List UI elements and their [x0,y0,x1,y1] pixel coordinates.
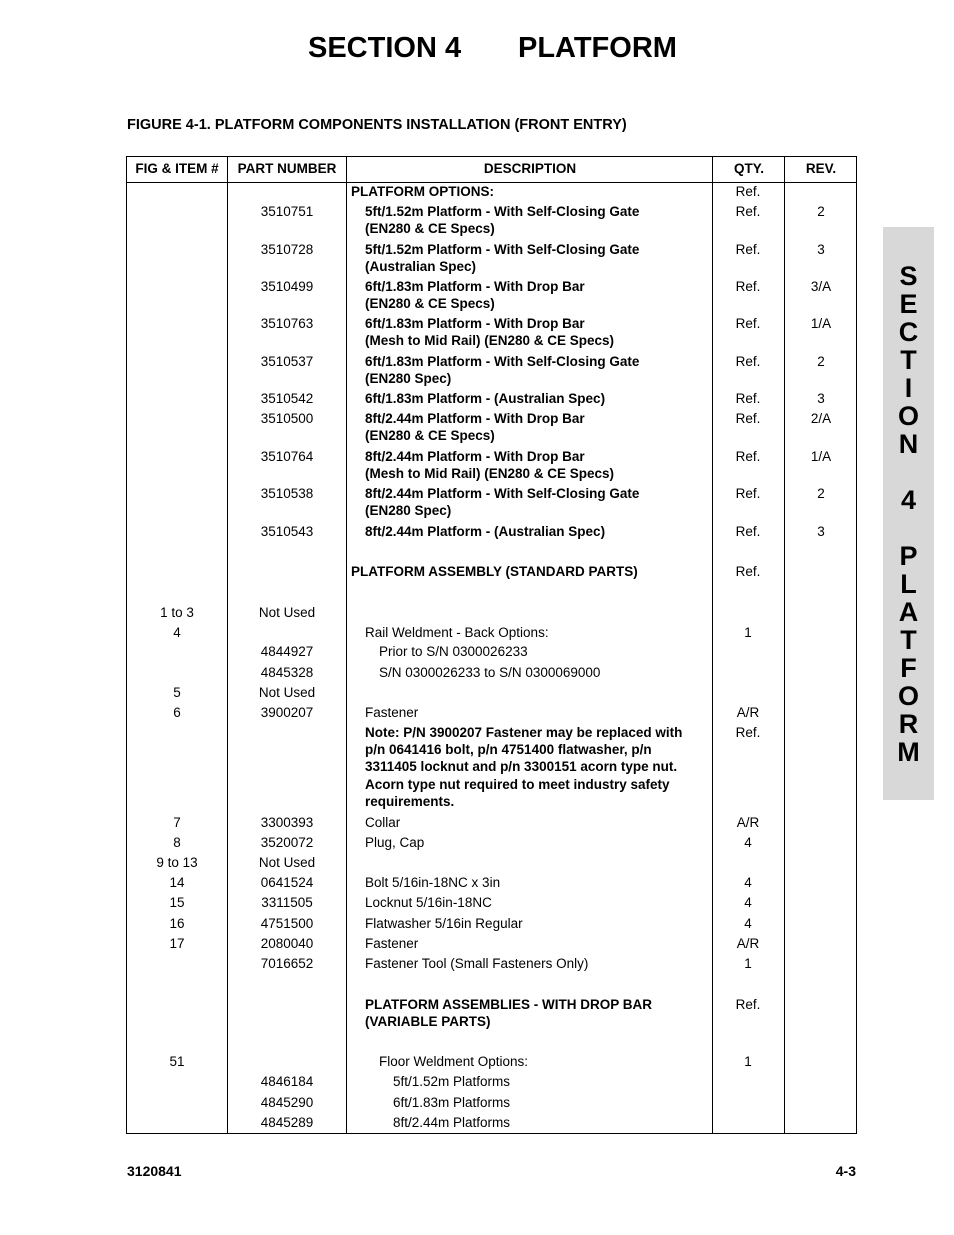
description-cell [393,1114,711,1131]
rev-cell: 1/A [810,316,832,331]
description-cell [365,241,711,275]
description-line: 6ft/1.83m Platform - With Drop Bar [365,279,585,294]
col-header-rev: REV. [805,161,837,176]
rev-cell: 3 [817,524,825,539]
side-tab-letter: A [898,597,919,627]
qty-cell: 1 [744,625,752,640]
side-tab-letter: 4 [900,485,917,515]
side-tab-letter: R [898,709,919,739]
fig-item-cell: 14 [169,875,185,890]
description-line: Prior to S/N 0300026233 [379,644,528,659]
qty-cell: Ref. [735,184,761,199]
qty-cell: Ref. [735,449,761,464]
col-header-part: PART NUMBER [237,161,337,176]
description-line: 8ft/2.44m Platforms [393,1115,511,1130]
description-line: Bolt 5/16in-18NC x 3in [365,875,501,890]
column-divider [784,157,785,1133]
description-line: Rail Weldment - Back Options: [365,625,549,640]
side-tab-letter: S [899,261,918,291]
fig-item-cell: 6 [173,705,181,720]
qty-cell: A/R [736,705,760,720]
description-cell [365,814,711,831]
description-line: (Mesh to Mid Rail) (EN280 & CE Specs) [365,333,615,349]
qty-cell: Ref. [735,564,761,579]
part-number-cell: 3311505 [261,895,313,910]
description-line: (EN280 & CE Specs) [365,296,495,312]
parts-table [126,156,857,1134]
rev-cell: 2 [817,486,825,501]
side-tab-letter: O [897,681,919,711]
col-header-qty: QTY. [733,161,764,176]
section-name: PLATFORM [518,32,677,64]
fig-item-cell: 17 [169,936,185,951]
qty-cell: Ref. [735,391,761,406]
part-number-cell: 4751500 [260,916,314,931]
part-number-cell: 3510763 [260,316,314,331]
doc-number: 3120841 [127,1163,182,1179]
qty-cell: 4 [744,895,752,910]
qty-cell: Ref. [735,411,761,426]
part-number-cell: 4845290 [260,1095,314,1110]
table-header [127,157,856,183]
part-number-cell: 4844927 [260,644,314,659]
part-number-cell: 3300393 [260,815,314,830]
part-number-cell: 3510764 [260,449,314,464]
description-cell [365,315,711,349]
description-cell [365,278,711,312]
qty-cell: 4 [744,916,752,931]
description-cell [351,183,711,200]
description-cell [365,203,711,237]
rev-cell: 2 [817,354,825,369]
rev-cell: 1/A [810,449,832,464]
description-cell [379,643,711,660]
description-line: 6ft/1.83m Platforms [393,1095,511,1110]
part-number-cell: 3900207 [260,705,314,720]
side-tab-letter: E [899,289,918,319]
description-line: 8ft/2.44m Platform - With Drop Bar [365,411,585,426]
part-number-cell: 3510500 [260,411,314,426]
description-line: PLATFORM ASSEMBLIES - WITH DROP BAR [365,997,652,1012]
qty-cell: Ref. [735,725,761,740]
side-tab-letter: C [898,317,919,347]
description-line: 3311405 locknut and p/n 3300151 acorn type nut. [365,759,678,775]
section-number: SECTION 4 [308,32,462,64]
part-number-cell: 3510499 [260,279,314,294]
qty-cell: A/R [736,936,760,951]
fig-item-cell: 1 to 3 [160,605,194,620]
description-line: S/N 0300026233 to S/N 0300069000 [379,665,601,680]
side-tab-letter: T [900,345,917,375]
part-number-cell: 4845289 [260,1115,314,1130]
description-line: 5ft/1.52m Platform - With Self-Closing Gate [365,242,640,257]
part-number-cell: 2080040 [260,936,314,951]
description-cell [379,1053,711,1070]
rev-cell: 2 [817,204,825,219]
description-line: Plug, Cap [365,835,425,850]
side-tab-letter: T [900,625,917,655]
description-line: 5ft/1.52m Platforms [393,1074,511,1089]
fig-item-cell: 5 [173,685,181,700]
part-number-cell: 3510542 [260,391,314,406]
description-cell [365,935,711,952]
part-number-cell: 4845328 [260,665,314,680]
description-line: 8ft/2.44m Platform - With Drop Bar [365,449,585,464]
side-tab-letter: M [897,737,920,767]
description-cell [365,915,711,932]
description-cell [365,724,711,810]
section-side-tab [883,227,934,800]
page-number: 4-3 [835,1163,856,1179]
part-number-cell: 7016652 [260,956,314,971]
description-line: PLATFORM ASSEMBLY (STANDARD PARTS) [351,564,638,579]
description-line: 5ft/1.52m Platform - With Self-Closing Gate [365,204,640,219]
description-cell [365,955,711,972]
part-number-cell: Not Used [258,685,316,700]
side-tab-letter: L [900,569,917,599]
description-line: 6ft/1.83m Platform - With Self-Closing Gate [365,354,640,369]
description-line: (EN280 & CE Specs) [365,221,495,237]
side-tab-letter: F [900,653,917,683]
qty-cell: A/R [736,815,760,830]
description-cell [365,834,711,851]
description-cell [393,1073,711,1090]
col-header-desc: DESCRIPTION [483,161,577,176]
fig-item-cell: 8 [173,835,181,850]
description-cell [365,874,711,891]
figure-title: FIGURE 4-1. PLATFORM COMPONENTS INSTALLATION (FRONT ENTRY) [127,117,627,133]
description-line: PLATFORM OPTIONS: [351,184,494,199]
description-line: 8ft/2.44m Platform - With Self-Closing Gate [365,486,640,501]
description-cell [365,353,711,387]
col-header-fig: FIG & ITEM # [135,161,219,176]
side-tab-letter: O [897,401,919,431]
part-number-cell: 0641524 [260,875,314,890]
description-line: 6ft/1.83m Platform - With Drop Bar [365,316,585,331]
description-cell [393,1094,711,1111]
qty-cell: Ref. [735,204,761,219]
description-line: (Australian Spec) [365,259,477,275]
fig-item-cell: 4 [173,625,181,640]
description-line: (Mesh to Mid Rail) (EN280 & CE Specs) [365,466,615,482]
qty-cell: Ref. [735,354,761,369]
qty-cell: Ref. [735,486,761,501]
side-tab-letter: I [904,373,913,403]
description-line: Acorn type nut required to meet industry safety [365,776,670,792]
description-cell [365,704,711,721]
qty-cell: Ref. [735,279,761,294]
description-cell [365,448,711,482]
description-cell [365,390,711,407]
part-number-cell: 3510538 [260,486,314,501]
side-tab-letter: N [898,429,919,459]
description-line: (EN280 Spec) [365,503,452,519]
description-line: (VARIABLE PARTS) [365,1014,491,1030]
qty-cell: Ref. [735,997,761,1012]
description-line: 6ft/1.83m Platform - (Australian Spec) [365,391,606,406]
description-line: requirements. [365,793,455,809]
qty-cell: Ref. [735,242,761,257]
description-line: Floor Weldment Options: [379,1054,529,1069]
description-cell [365,523,711,540]
part-number-cell: Not Used [258,855,316,870]
description-line: Locknut 5/16in-18NC [365,895,492,910]
fig-item-cell: 51 [169,1054,185,1069]
description-line: Flatwasher 5/16in Regular [365,916,523,931]
part-number-cell: 3510728 [260,242,314,257]
description-line: (EN280 & CE Specs) [365,428,495,444]
part-number-cell: 3510543 [260,524,314,539]
part-number-cell: 3510537 [260,354,314,369]
description-line: Fastener [365,936,419,951]
rev-cell: 2/A [810,411,832,426]
rev-cell: 3 [817,391,825,406]
description-cell [365,996,711,1030]
part-number-cell: 3520072 [260,835,314,850]
qty-cell: 4 [744,875,752,890]
description-line: Note: P/N 3900207 Fastener may be replaced with [365,725,683,740]
description-line: Collar [365,815,401,830]
qty-cell: 1 [744,956,752,971]
description-line: p/n 0641416 bolt, p/n 4751400 flatwasher, p/n [365,742,652,758]
fig-item-cell: 15 [169,895,185,910]
rev-cell: 3 [817,242,825,257]
description-cell [365,894,711,911]
part-number-cell: 3510751 [260,204,314,219]
qty-cell: Ref. [735,316,761,331]
description-cell [379,664,711,681]
column-divider [712,157,713,1133]
description-line: 8ft/2.44m Platform - (Australian Spec) [365,524,606,539]
description-line: Fastener [365,705,419,720]
part-number-cell: Not Used [258,605,316,620]
qty-cell: Ref. [735,524,761,539]
description-line: (EN280 Spec) [365,371,452,387]
side-tab-letter: P [899,541,918,571]
fig-item-cell: 9 to 13 [156,855,198,870]
description-line: Fastener Tool (Small Fasteners Only) [365,956,589,971]
qty-cell: 4 [744,835,752,850]
fig-item-cell: 7 [173,815,181,830]
description-cell [351,563,711,580]
qty-cell: 1 [744,1054,752,1069]
description-cell [365,624,711,641]
description-cell [365,410,711,444]
description-cell [365,485,711,519]
rev-cell: 3/A [810,279,832,294]
part-number-cell: 4846184 [260,1074,314,1089]
fig-item-cell: 16 [169,916,185,931]
